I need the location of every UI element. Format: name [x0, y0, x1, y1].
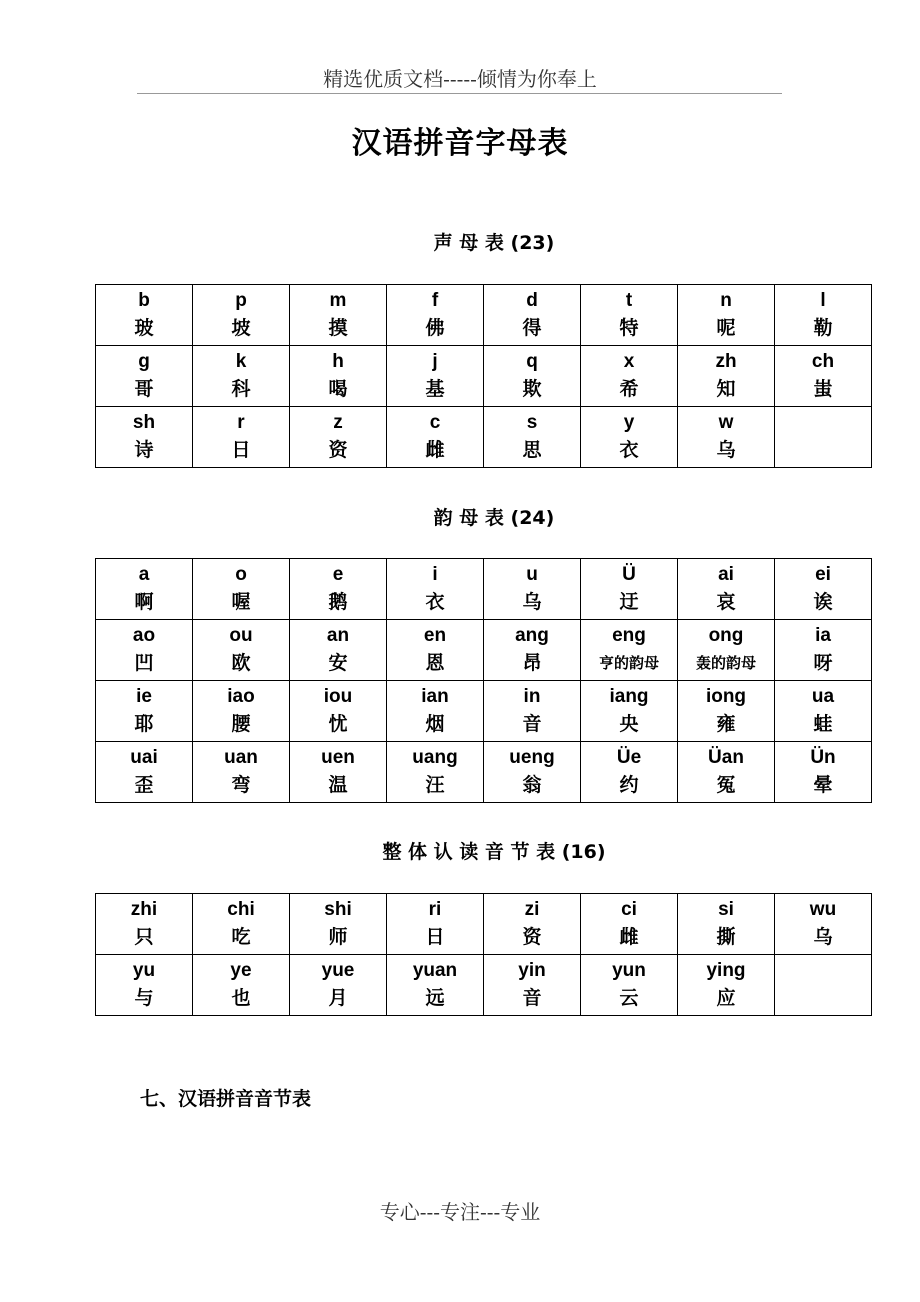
table-cell — [775, 894, 872, 955]
pinyin-label: ang — [515, 625, 549, 646]
hanzi-label: 坡 — [231, 317, 251, 339]
pinyin-label: k — [235, 351, 247, 372]
hanzi-label: 凹 — [134, 652, 154, 674]
pinyin-label: iao — [227, 686, 255, 707]
table-cell — [581, 955, 678, 1016]
hanzi-label: 只 — [134, 926, 154, 948]
table-row — [96, 742, 872, 803]
table-cell — [678, 681, 775, 742]
hanzi-label: 应 — [716, 987, 736, 1009]
table-cell — [387, 894, 484, 955]
table-cell — [678, 346, 775, 407]
pinyin-label: ian — [421, 686, 449, 707]
hanzi-label: 欺 — [522, 378, 542, 400]
table-row — [96, 681, 872, 742]
table-cell — [193, 407, 290, 468]
pinyin-label: iang — [609, 686, 649, 707]
table-cell — [193, 955, 290, 1016]
pinyin-label: j — [432, 351, 438, 372]
pinyin-label: h — [332, 351, 344, 372]
table-cell — [290, 742, 387, 803]
pinyin-label: in — [523, 686, 541, 707]
hanzi-label: 思 — [522, 439, 542, 461]
pinyin-label: a — [138, 564, 150, 585]
table-cell — [775, 285, 872, 346]
pinyin-label: ao — [132, 625, 156, 646]
table-row — [96, 559, 872, 620]
hanzi-label: 迂 — [619, 591, 639, 613]
table-cell — [387, 285, 484, 346]
pinyin-label: iong — [705, 686, 747, 707]
table-cell — [581, 285, 678, 346]
table-row — [96, 620, 872, 681]
pinyin-label: ua — [811, 686, 835, 707]
hanzi-label: 晕 — [813, 774, 833, 796]
hanzi-label: 啊 — [134, 591, 154, 613]
table-cell — [387, 955, 484, 1016]
pinyin-label: uai — [130, 747, 158, 768]
table-cell — [678, 620, 775, 681]
page-title: 汉语拼音字母表 — [351, 126, 569, 161]
zhengti-title: 整 体 认 读 音 节 表 (16) — [382, 841, 606, 863]
pinyin-label: yue — [321, 960, 355, 981]
table-cell — [581, 742, 678, 803]
hanzi-label: 日 — [231, 439, 251, 461]
pinyin-label: ia — [815, 625, 831, 646]
pinyin-label: uen — [321, 747, 355, 768]
pinyin-label: ri — [428, 899, 442, 920]
hanzi-label: 衣 — [425, 591, 445, 613]
table-cell — [484, 681, 581, 742]
table-cell — [96, 742, 193, 803]
pinyin-label: shi — [324, 899, 352, 920]
hanzi-label: 哥 — [134, 378, 154, 400]
pinyin-label: yuan — [412, 960, 458, 981]
table-cell — [678, 285, 775, 346]
hanzi-label: 日 — [425, 926, 445, 948]
hanzi-label: 喝 — [328, 378, 348, 400]
hanzi-label: 欧 — [231, 652, 251, 674]
pinyin-label: sh — [132, 412, 156, 433]
pinyin-label: uang — [412, 747, 458, 768]
pinyin-label: r — [237, 412, 245, 433]
table-cell — [387, 681, 484, 742]
table-cell — [484, 407, 581, 468]
pinyin-label: ong — [708, 625, 744, 646]
pinyin-label: ying — [706, 960, 746, 981]
yunmu-title: 韵 母 表 (24) — [433, 507, 555, 529]
table-row — [96, 346, 872, 407]
table-cell — [484, 894, 581, 955]
table-cell — [775, 681, 872, 742]
hanzi-label: 希 — [619, 378, 639, 400]
hanzi-label: 翁 — [522, 774, 542, 796]
table-cell — [96, 681, 193, 742]
hanzi-label: 摸 — [328, 317, 348, 339]
table-cell — [290, 407, 387, 468]
pinyin-label: zh — [715, 351, 737, 372]
hanzi-label: 远 — [425, 987, 445, 1009]
hanzi-label: 与 — [134, 987, 154, 1009]
pinyin-label: wu — [809, 899, 837, 920]
pinyin-label: s — [526, 412, 538, 433]
pinyin-label: t — [625, 290, 633, 311]
hanzi-label: 汪 — [425, 774, 445, 796]
hanzi-label: 佛 — [425, 317, 445, 339]
pinyin-label: l — [820, 290, 826, 311]
hanzi-label: 耶 — [134, 713, 154, 735]
hanzi-label: 歪 — [134, 774, 154, 796]
pinyin-label: Üan — [708, 747, 744, 768]
pinyin-label: p — [235, 290, 247, 311]
hanzi-label: 恩 — [425, 652, 445, 674]
pinyin-label: an — [326, 625, 350, 646]
pinyin-label: z — [333, 412, 343, 433]
table-cell — [387, 346, 484, 407]
table-cell — [193, 620, 290, 681]
pinyin-label: si — [718, 899, 734, 920]
page-footer: 专心---专注---专业 — [379, 1200, 541, 1224]
table-cell — [290, 346, 387, 407]
pinyin-label: Ün — [810, 747, 836, 768]
table-cell — [484, 285, 581, 346]
hanzi-label: 乌 — [522, 591, 542, 613]
hanzi-label: 音 — [522, 987, 542, 1009]
hanzi-label: 腰 — [231, 713, 251, 735]
hanzi-label: 烟 — [425, 713, 445, 735]
hanzi-label: 资 — [328, 439, 348, 461]
hanzi-label: 雍 — [716, 713, 736, 735]
hanzi-label: 鹅 — [328, 591, 348, 613]
hanzi-label: 资 — [522, 926, 542, 948]
pinyin-label: Ü — [622, 564, 636, 585]
hanzi-label: 知 — [716, 378, 736, 400]
hanzi-label: 蚩 — [813, 378, 833, 400]
hanzi-label: 诶 — [813, 591, 833, 613]
table-cell — [775, 955, 872, 1016]
pinyin-label: iou — [323, 686, 353, 707]
zhengti-table — [95, 893, 872, 1016]
pinyin-label: ye — [230, 960, 252, 981]
pinyin-label: d — [526, 290, 538, 311]
pinyin-label: eng — [612, 625, 646, 646]
pinyin-label: u — [526, 564, 538, 585]
table-cell — [387, 742, 484, 803]
table-cell — [290, 955, 387, 1016]
table-cell — [581, 681, 678, 742]
table-cell — [96, 620, 193, 681]
hanzi-label: 温 — [328, 774, 348, 796]
pinyin-label: Üe — [616, 747, 642, 768]
pinyin-label: x — [623, 351, 635, 372]
table-cell — [581, 559, 678, 620]
hanzi-label: 得 — [522, 317, 542, 339]
header-divider — [137, 93, 782, 94]
table-row — [96, 894, 872, 955]
pinyin-label: ueng — [509, 747, 555, 768]
table-cell — [193, 346, 290, 407]
hanzi-label: 诗 — [134, 439, 154, 461]
table-row — [96, 955, 872, 1016]
hanzi-label: 弯 — [231, 774, 251, 796]
hanzi-label: 勒 — [813, 317, 833, 339]
table-cell — [678, 742, 775, 803]
section-seven-heading: 七、汉语拼音音节表 — [140, 1088, 312, 1110]
hanzi-label: 忧 — [328, 713, 348, 735]
pinyin-label: m — [329, 290, 347, 311]
hanzi-label: 蛙 — [813, 713, 833, 735]
table-cell — [678, 407, 775, 468]
table-cell — [775, 559, 872, 620]
pinyin-label: yin — [518, 960, 546, 981]
hanzi-label: 云 — [619, 987, 639, 1009]
table-cell — [775, 407, 872, 468]
pinyin-label: yu — [132, 960, 156, 981]
pinyin-label: ou — [229, 625, 253, 646]
table-cell — [290, 894, 387, 955]
pinyin-label: chi — [227, 899, 255, 920]
hanzi-label: 月 — [328, 987, 348, 1009]
table-cell — [193, 742, 290, 803]
hanzi-label: 玻 — [134, 317, 154, 339]
hanzi-label: 基 — [425, 378, 445, 400]
pinyin-label: o — [235, 564, 247, 585]
pinyin-label: g — [138, 351, 150, 372]
hanzi-label: 特 — [619, 317, 639, 339]
hanzi-label: 乌 — [813, 926, 833, 948]
pinyin-label: n — [720, 290, 732, 311]
pinyin-label: y — [623, 412, 635, 433]
hanzi-label: 安 — [328, 652, 348, 674]
pinyin-label: ch — [811, 351, 835, 372]
hanzi-label: 雌 — [425, 439, 445, 461]
hanzi-label: 央 — [619, 713, 639, 735]
pinyin-label: en — [423, 625, 447, 646]
hanzi-label: 乌 — [716, 439, 736, 461]
table-cell — [581, 894, 678, 955]
pinyin-label: yun — [612, 960, 646, 981]
pinyin-label: b — [138, 290, 150, 311]
hanzi-label: 呀 — [813, 652, 833, 674]
table-cell — [581, 407, 678, 468]
table-cell — [96, 894, 193, 955]
hanzi-label: 吃 — [231, 926, 251, 948]
table-cell — [484, 559, 581, 620]
table-cell — [290, 681, 387, 742]
hanzi-label: 哀 — [716, 591, 736, 613]
yunmu-table — [95, 558, 872, 803]
hanzi-label: 衣 — [619, 439, 639, 461]
hanzi-label: 昂 — [522, 652, 542, 674]
hanzi-label: 约 — [619, 774, 639, 796]
pinyin-label: ie — [136, 686, 152, 707]
pinyin-label: ci — [621, 899, 637, 920]
hanzi-label: 喔 — [231, 591, 251, 613]
pinyin-label: zhi — [130, 899, 158, 920]
table-cell — [484, 955, 581, 1016]
table-cell — [193, 285, 290, 346]
table-cell — [678, 955, 775, 1016]
table-cell — [775, 742, 872, 803]
table-cell — [96, 346, 193, 407]
hanzi-label: 亨的韵母 — [598, 654, 659, 672]
hanzi-label: 科 — [231, 378, 251, 400]
table-cell — [290, 285, 387, 346]
table-cell — [581, 346, 678, 407]
table-cell — [581, 620, 678, 681]
table-cell — [96, 407, 193, 468]
page-header: 精选优质文档-----倾情为你奉上 — [323, 67, 597, 91]
hanzi-label: 轰的韵母 — [695, 654, 756, 672]
pinyin-label: q — [526, 351, 538, 372]
table-row — [96, 407, 872, 468]
pinyin-label: i — [432, 564, 438, 585]
table-cell — [290, 620, 387, 681]
shengmu-table — [95, 284, 872, 468]
table-cell — [775, 346, 872, 407]
hanzi-label: 音 — [522, 713, 542, 735]
shengmu-title: 声 母 表 (23) — [433, 232, 555, 254]
pinyin-label: ei — [815, 564, 831, 585]
pinyin-label: c — [429, 412, 441, 433]
table-cell — [193, 681, 290, 742]
table-cell — [96, 285, 193, 346]
pinyin-label: f — [431, 290, 439, 311]
table-cell — [290, 559, 387, 620]
pinyin-label: zi — [524, 899, 540, 920]
pinyin-label: e — [332, 564, 344, 585]
pinyin-label: w — [718, 412, 734, 433]
table-cell — [387, 407, 484, 468]
table-cell — [678, 894, 775, 955]
hanzi-label: 也 — [231, 987, 251, 1009]
table-cell — [193, 894, 290, 955]
table-cell — [193, 559, 290, 620]
hanzi-label: 冤 — [716, 774, 736, 796]
table-cell — [484, 620, 581, 681]
hanzi-label: 呢 — [716, 317, 736, 339]
hanzi-label: 撕 — [716, 926, 736, 948]
pinyin-label: ai — [718, 564, 734, 585]
table-cell — [96, 559, 193, 620]
hanzi-label: 雌 — [619, 926, 639, 948]
hanzi-label: 师 — [328, 926, 348, 948]
table-cell — [387, 559, 484, 620]
table-cell — [775, 620, 872, 681]
pinyin-label: uan — [224, 747, 258, 768]
table-cell — [96, 955, 193, 1016]
table-cell — [484, 346, 581, 407]
table-row — [96, 285, 872, 346]
table-cell — [678, 559, 775, 620]
table-cell — [387, 620, 484, 681]
table-cell — [484, 742, 581, 803]
